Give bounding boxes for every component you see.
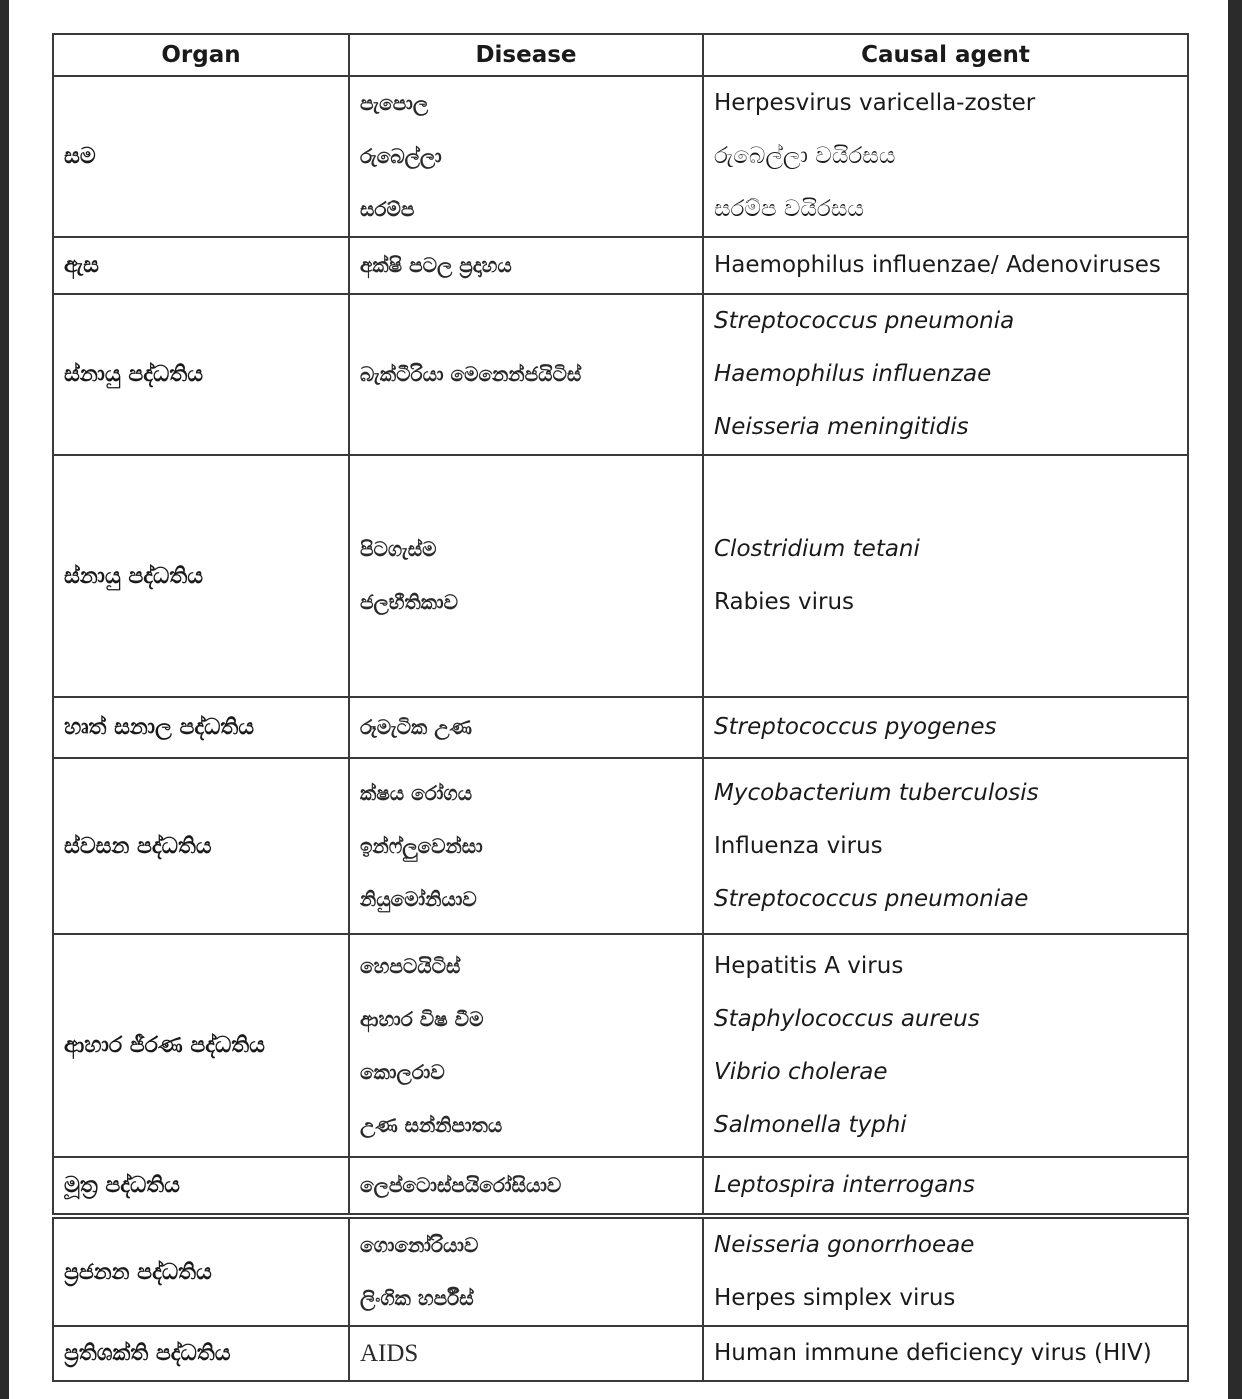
organ-cell: හෘත් සනාල පද්ධතිය — [53, 697, 349, 758]
causal-agent-name: Herpesvirus varicella-zoster — [714, 90, 1036, 116]
header-disease: Disease — [349, 34, 703, 76]
causal-agent-name: Haemophilus influenzae/ Adenoviruses — [714, 252, 1161, 278]
table-body — [53, 76, 1188, 1381]
causal-agent-cell — [703, 237, 1188, 294]
causal-agent-name: Mycobacterium tuberculosis — [714, 779, 1039, 806]
disease-name: රුබෙල්ලා — [360, 144, 442, 168]
table-row — [53, 1216, 1188, 1326]
disease-name: හෙපටයිටිස් — [360, 953, 461, 978]
header-row — [53, 34, 1188, 76]
disease-name: ආහාර විෂ වීම — [360, 1006, 484, 1031]
left-screen-edge — [0, 0, 9, 1399]
disease-cell — [349, 934, 703, 1157]
causal-agent-name: Staphylococcus aureus — [714, 1005, 980, 1032]
organ-cell: ස්නායු පද්ධතිය — [53, 294, 349, 455]
causal-agent-name: Leptospira interrogans — [714, 1172, 975, 1198]
causal-agent-name: Neisseria meningitidis — [714, 414, 969, 440]
organ-cell: ප්‍රජනන පද්ධතිය — [53, 1216, 349, 1326]
disease-cell — [349, 758, 703, 934]
disease-cell — [349, 1157, 703, 1216]
causal-agent-name: Vibrio cholerae — [714, 1058, 888, 1085]
organ-cell: ප්‍රතිශක්ති පද්ධතිය — [53, 1326, 349, 1381]
table-row — [53, 76, 1188, 237]
organ-cell: ආහාර ජීරණ පද්ධතිය — [53, 934, 349, 1157]
causal-agent-cell — [703, 758, 1188, 934]
causal-agent-name: Streptococcus pyogenes — [714, 714, 997, 740]
causal-agent-cell — [703, 1326, 1188, 1381]
disease-name: නියුමෝනියාව — [360, 886, 477, 911]
causal-agent-name: Salmonella typhi — [714, 1111, 907, 1138]
causal-agent-cell — [703, 455, 1188, 697]
causal-agent-name: Clostridium tetani — [714, 536, 920, 562]
causal-agent-cell — [703, 76, 1188, 237]
disease-name: ලිංගික හර්පීස් — [360, 1286, 474, 1310]
table-row — [53, 758, 1188, 934]
header-causal-agent: Causal agent — [703, 34, 1188, 76]
causal-agent-name: Streptococcus pneumonia — [714, 308, 1015, 334]
table-row — [53, 455, 1188, 697]
causal-agent-name: Haemophilus influenzae — [714, 361, 992, 387]
causal-agent-name: රුබෙල්ලා වයිරසය — [714, 143, 896, 169]
disease-name: පැපොල — [360, 91, 429, 115]
disease-cell — [349, 294, 703, 455]
disease-name: ජලභීතිකාව — [360, 590, 458, 614]
disease-name: ලෙප්ටොස්පයිරෝසියාව — [360, 1173, 562, 1197]
causal-agent-cell — [703, 294, 1188, 455]
causal-agent-name: Streptococcus pneumoniae — [714, 885, 1029, 912]
organ-cell: ඇස — [53, 237, 349, 294]
table-row — [53, 294, 1188, 455]
causal-agent-cell — [703, 697, 1188, 758]
table-row — [53, 697, 1188, 758]
disease-cell — [349, 237, 703, 294]
table-row — [53, 934, 1188, 1157]
disease-name: බැක්ටීරියා මෙනෙන්ජයිටිස් — [360, 362, 582, 386]
causal-agent-name: Influenza virus — [714, 832, 883, 859]
disease-name: අක්ෂි පටල ප්‍රදාහය — [360, 253, 512, 277]
organ-cell: මූත්‍ර පද්ධතිය — [53, 1157, 349, 1216]
right-screen-edge — [1228, 0, 1242, 1399]
disease-name: ගොනෝරියාව — [360, 1233, 479, 1257]
causal-agent-cell — [703, 1216, 1188, 1326]
organ-cell: සම — [53, 76, 349, 237]
disease-name: ඉන්ෆ්ලුවෙන්සා — [360, 833, 483, 858]
table-row — [53, 1326, 1188, 1381]
causal-agent-name: Human immune deficiency virus (HIV) — [714, 1340, 1152, 1366]
table-row — [53, 1157, 1188, 1216]
causal-agent-name: Rabies virus — [714, 589, 855, 615]
organ-cell: ස්නායු පද්ධතිය — [53, 455, 349, 697]
table-row — [53, 237, 1188, 294]
disease-name: පිටගැස්ම — [360, 537, 437, 561]
header-organ: Organ — [53, 34, 349, 76]
disease-cell — [349, 76, 703, 237]
causal-agent-cell — [703, 934, 1188, 1157]
causal-agent-name: Hepatitis A virus — [714, 952, 904, 979]
disease-cell — [349, 455, 703, 697]
causal-agent-cell — [703, 1157, 1188, 1216]
disease-cell — [349, 697, 703, 758]
causal-agent-name: Herpes simplex virus — [714, 1285, 956, 1311]
disease-name: රූමැටික උණ — [360, 715, 472, 739]
disease-name: ක්ෂය රෝගය — [360, 780, 473, 805]
causal-agent-name: සරම්ප වයිරසය — [714, 196, 864, 222]
disease-name: උණ සන්නිපාතය — [360, 1112, 503, 1137]
disease-table — [52, 33, 1189, 1382]
organ-cell: ස්වසන පද්ධතිය — [53, 758, 349, 934]
disease-name: සරම්ප — [360, 197, 415, 221]
disease-cell — [349, 1326, 703, 1381]
disease-name: AIDS — [360, 1340, 419, 1367]
disease-cell — [349, 1216, 703, 1326]
disease-name: කොලරාව — [360, 1059, 445, 1084]
causal-agent-name: Neisseria gonorrhoeae — [714, 1232, 975, 1258]
